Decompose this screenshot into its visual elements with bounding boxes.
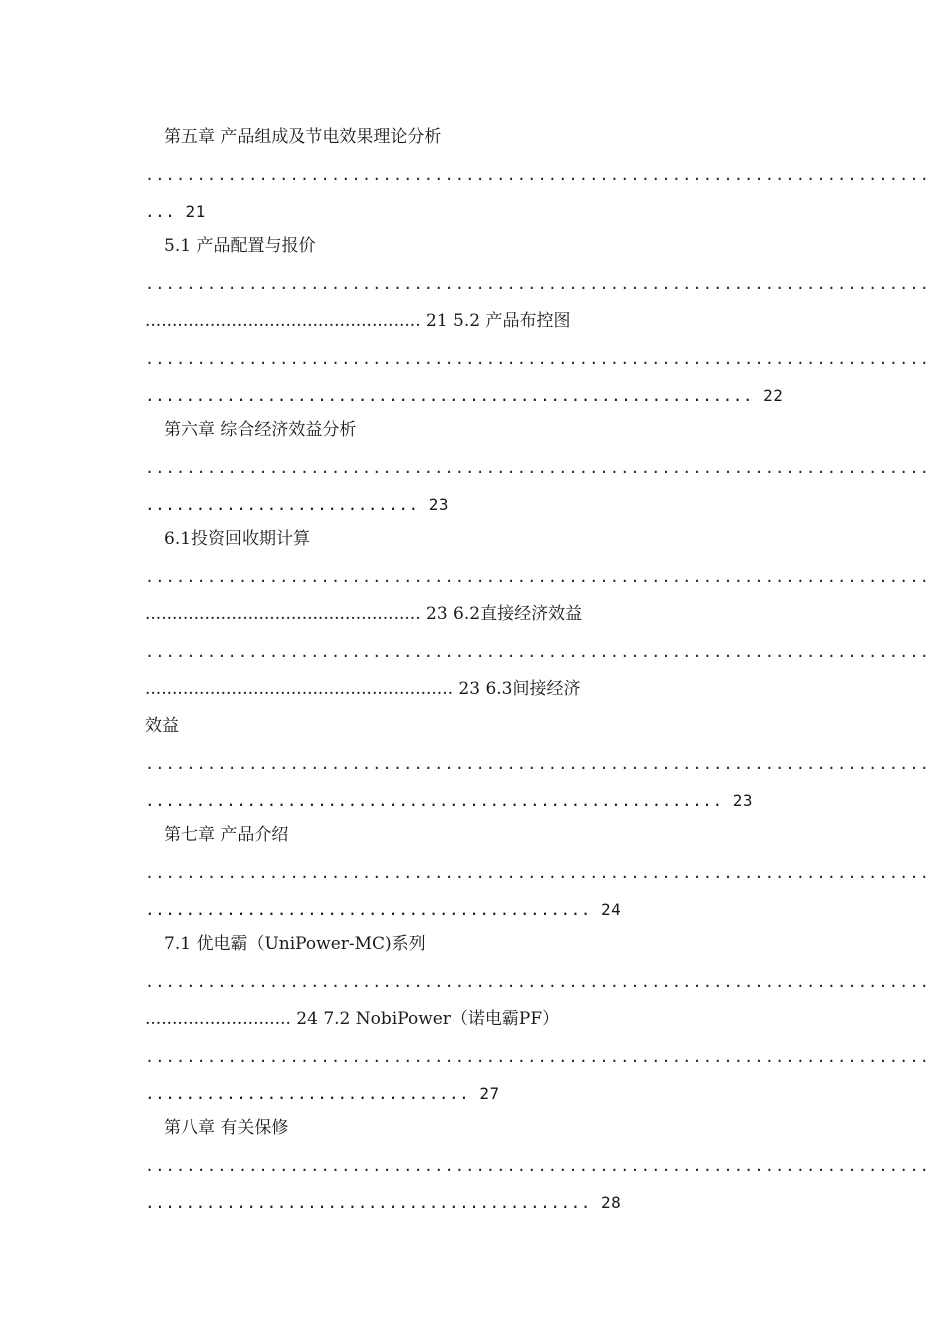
toc-leader-dots: ............................................................................ — [145, 973, 931, 991]
toc-chapter-6-title[interactable]: 第六章 综合经济效益分析 — [164, 420, 357, 440]
toc-page-number: ........................... 23 — [145, 495, 449, 514]
toc-leader-dots: ............................................................................ — [145, 568, 931, 586]
toc-section-6-2-title[interactable]: ................................................... 23 6.2直接经济效益 — [145, 604, 583, 624]
toc-leader-dots: ............................................................................ — [145, 350, 931, 368]
toc-leader-dots: ............................................................................ — [145, 459, 931, 477]
toc-leader-dots: ............................................................................ — [145, 1157, 931, 1175]
toc-leader-dots: ............................................................................ — [145, 864, 931, 882]
toc-page-number: ................................ 27 — [145, 1084, 500, 1103]
toc-leader-dots: ............................................................................ — [145, 275, 931, 293]
toc-page-number: ............................................ 24 — [145, 900, 622, 919]
toc-section-5-2-title[interactable]: ................................................... 21 5.2 产品布控图 — [145, 311, 571, 331]
toc-leader-dots: ............................................................................ — [145, 643, 931, 661]
toc-page-number: ... 21 — [145, 202, 206, 221]
toc-chapter-7-title[interactable]: 第七章 产品介绍 — [164, 825, 289, 845]
toc-page-number: ............................................................ 22 — [145, 386, 784, 405]
toc-section-6-3-title-wrap[interactable]: 效益 — [145, 716, 179, 736]
toc-leader-dots: ............................................................................ — [145, 1048, 931, 1066]
toc-section-6-1-title[interactable]: 6.1投资回收期计算 — [164, 529, 311, 549]
toc-page-number: ............................................ 28 — [145, 1193, 622, 1212]
toc-section-7-1-title[interactable]: 7.1 优电霸（UniPower-MC)系列 — [164, 934, 426, 954]
toc-section-5-1-title[interactable]: 5.1 产品配置与报价 — [164, 236, 316, 256]
toc-chapter-5-title[interactable]: 第五章 产品组成及节电效果理论分析 — [164, 127, 442, 147]
toc-section-6-3-title[interactable]: ......................................................... 23 6.3间接经济 — [145, 679, 581, 699]
toc-chapter-8-title[interactable]: 第八章 有关保修 — [164, 1118, 289, 1138]
toc-leader-dots: ............................................................................ — [145, 166, 931, 184]
toc-page-number: ......................................................... 23 — [145, 791, 753, 810]
toc-section-7-2-title[interactable]: ........................... 24 7.2 NobiPower（诺电霸PF） — [145, 1009, 560, 1029]
toc-leader-dots: ............................................................................ — [145, 755, 931, 773]
